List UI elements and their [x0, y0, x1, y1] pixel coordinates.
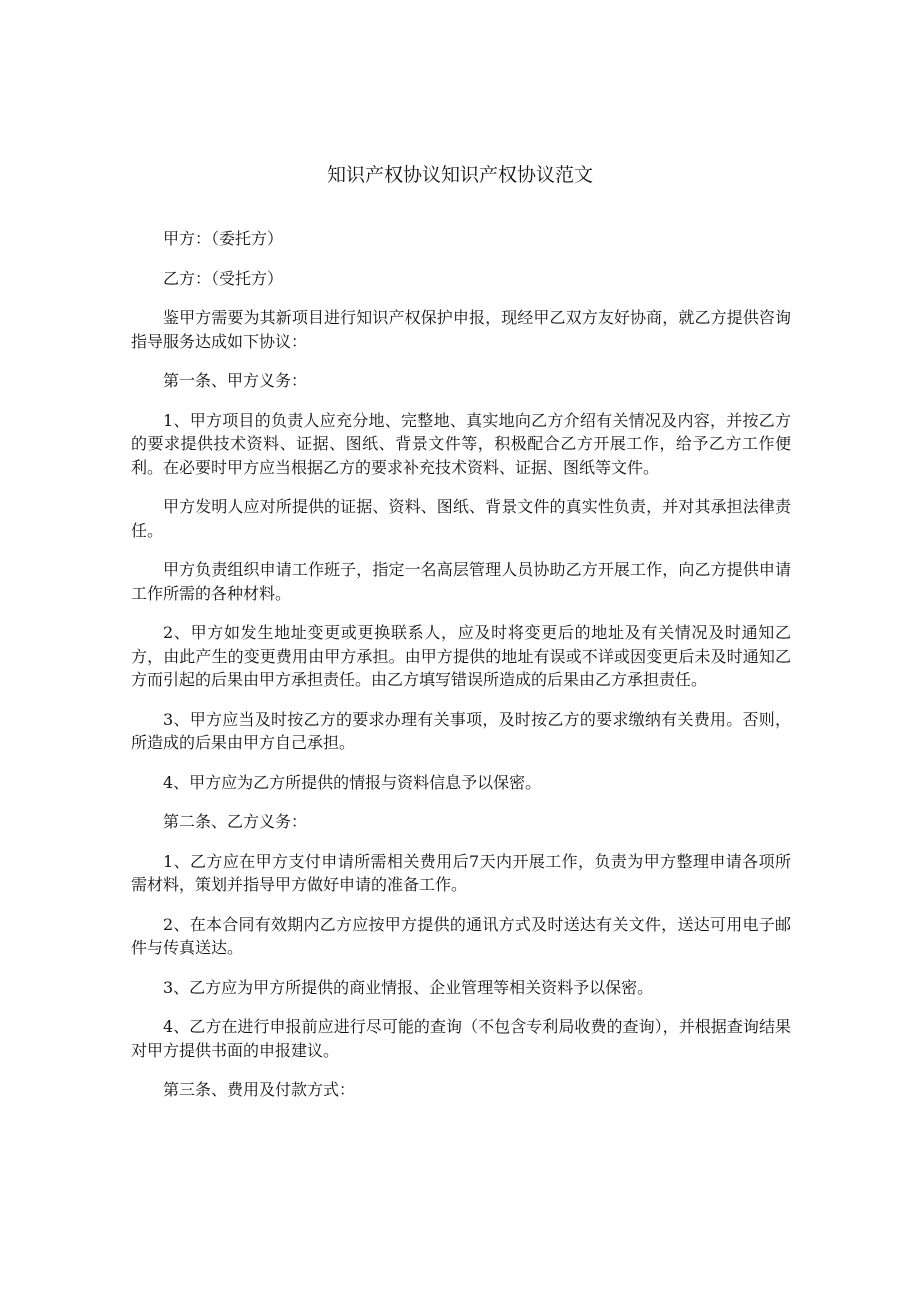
article-1-team-organization: 甲方负责组织申请工作班子，指定一名高层管理人员协助乙方开展工作，向乙方提供申请工作所需的各种材料。 [131, 560, 791, 603]
preamble-paragraph: 鉴甲方需要为其新项目进行知识产权保护申报，现经甲乙双方友好协商，就乙方提供咨询指导服务达成如下协议： [131, 308, 791, 351]
article-2-clause-2: 2、在本合同有效期内乙方应按甲方提供的通讯方式及时送达有关文件，送达可用电子邮件与传真送达。 [131, 914, 791, 957]
article-1-clause-4: 4、甲方应为乙方所提供的情报与资料信息予以保密。 [163, 772, 542, 792]
article-2-clause-3: 3、乙方应为甲方所提供的商业情报、企业管理等相关资料予以保密。 [163, 977, 654, 997]
article-2-clause-4: 4、乙方在进行申报前应进行尽可能的查询（不包含专利局收费的查询），并根据查询结果对甲方提供书面的申报建议。 [131, 1017, 791, 1060]
party-b-line: 乙方：（受托方） [163, 268, 284, 288]
article-1-inventor-responsibility: 甲方发明人应对所提供的证据、资料、图纸、背景文件的真实性负责，并对其承担法律责任。 [131, 497, 791, 540]
article-2-heading: 第二条、乙方义务： [163, 812, 308, 831]
document-body [131, 227, 791, 1118]
article-1-clause-2: 2、甲方如发生地址变更或更换联系人，应及时将变更后的地址及有关情况及时通知乙方，由此产生的变更费用由甲方承担。由甲方提供的地址有误或不详或因变更后未及时通知乙方而引起的后果由甲方承担责任。由乙方填写错误所造成的后果由乙方承担责任。 [131, 623, 791, 689]
article-1-clause-1: 1、甲方项目的负责人应充分地、完整地、真实地向乙方介绍有关情况及内容，并按乙方的要求提供技术资料、证据、图纸、背景文件等，积极配合乙方开展工作，给予乙方工作便利。在必要时甲方应当根据乙方的要求补充技术资料、证据、图纸等文件。 [131, 410, 791, 477]
article-1-heading: 第一条、甲方义务： [163, 371, 308, 390]
article-3-heading: 第三条、费用及付款方式： [163, 1080, 356, 1099]
article-2-clause-1: 1、乙方应在甲方支付申请所需相关费用后7天内开展工作，负责为甲方整理申请各项所需材料，策划并指导甲方做好申请的准备工作。 [131, 851, 791, 894]
document-title: 知识产权协议知识产权协议范文 [326, 164, 593, 186]
article-1-clause-3: 3、甲方应当及时按乙方的要求办理有关事项，及时按乙方的要求缴纳有关费用。否则，所造成的后果由甲方自己承担。 [131, 709, 791, 752]
party-a-line: 甲方：（委托方） [163, 229, 284, 248]
